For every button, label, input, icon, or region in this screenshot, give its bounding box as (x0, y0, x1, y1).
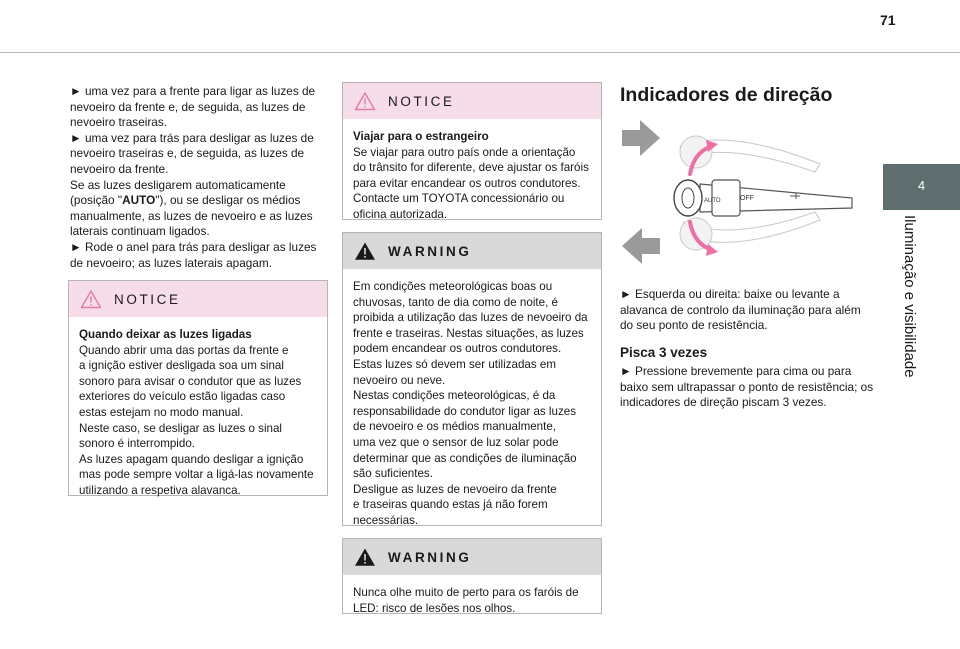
text-fragment: (posição " (70, 193, 123, 208)
header-divider (0, 52, 960, 53)
text-line: Neste caso, se desligar as luzes o sinal (79, 421, 282, 435)
right-column-text (620, 287, 882, 334)
text-line: proibida a utilização das luzes de nevoeiro da (353, 311, 588, 325)
text-line: LED: risco de lesões nos olhos. (353, 601, 516, 615)
text-line: Nestas condições meteorológicas, é da (353, 389, 556, 403)
text-line: necessárias. (353, 513, 419, 527)
subheading-three-flashes: Pisca 3 vezes (620, 345, 708, 360)
text-line: nevoeiro da frente e, de seguida, as luzes de (70, 99, 306, 114)
fog-lights-instructions (70, 84, 328, 271)
page-number: 71 (880, 12, 896, 28)
text-line: ► uma vez para a frente para ligar as luzes de (70, 84, 316, 98)
text-line: de nevoeiro e os médios manualmente, (353, 420, 557, 434)
text-line: laterais continuam ligados. (70, 224, 210, 239)
turn-signal-stalk-illustration (620, 116, 860, 276)
off-label: OFF (740, 195, 754, 202)
text-line: chuvosas, tanto de dia como de noite, é (353, 295, 558, 309)
text-line: As luzes apagam quando desligar a ignição (79, 452, 304, 466)
text-line: são suficientes. (353, 467, 433, 481)
turn-signal-instructions (620, 287, 882, 334)
arrow-right-icon (622, 120, 660, 156)
text-line: estas estejam no modo manual. (79, 405, 244, 419)
notice-body (343, 119, 601, 231)
notice-header (343, 83, 601, 119)
notice-body (69, 317, 327, 507)
notice-triangle-icon (80, 289, 102, 309)
text-line: a ignição estiver desligada soa um sinal (79, 359, 284, 373)
text-line (70, 193, 328, 209)
text-line: Se viajar para outro país onde a orientação (353, 145, 576, 159)
text-line: Em condições meteorológicas boas ou (353, 280, 553, 293)
text-line: Quando abrir uma das portas da frente e (79, 343, 289, 357)
text-line: nevoeiro da frente. (70, 161, 169, 176)
text-line: Contacte um TOYOTA concessionário ou (353, 192, 565, 206)
warning-body (343, 269, 601, 537)
text-line: sonoro é interrompido. (79, 437, 195, 451)
auto-keyword: AUTO (122, 193, 156, 208)
notice-heading: Quando deixar as luzes ligadas (79, 328, 252, 341)
warning-header (343, 233, 601, 269)
notice-title: NOTICE (388, 93, 455, 109)
text-line: Estas luzes só devem ser utilizadas em (353, 357, 556, 371)
warning-triangle-icon (354, 241, 376, 261)
arrow-left-icon (622, 228, 660, 264)
warning-body (343, 575, 601, 624)
right-column-text-2 (620, 364, 882, 411)
notice-title: NOTICE (114, 291, 181, 307)
text-line: ► uma vez para trás para desligar as luzes de (70, 130, 314, 145)
notice-heading: Viajar para o estrangeiro (353, 130, 489, 143)
text-line: sonoro para avisar o condutor que as luzes (79, 374, 302, 388)
text-line: nevoeiro ou neve. (353, 373, 446, 387)
text-line: indicadores de direção piscam 3 vezes. (620, 395, 827, 410)
text-line: Desligue as luzes de nevoeiro da frente (353, 482, 557, 496)
notice-box-lights-on (68, 280, 328, 496)
chapter-title: Iluminação e visibilidade (901, 215, 918, 378)
text-line: do seu ponto de resistência. (620, 318, 768, 333)
notice-header (69, 281, 327, 317)
text-line: para evitar encandear os outros condutores. (353, 176, 581, 190)
warning-title: WARNING (388, 243, 472, 259)
text-line: determinar que as condições de iluminação (353, 451, 577, 465)
text-line: podem encandear os outros condutores. (353, 342, 562, 356)
text-line: do trânsito for diferente, deve ajustar os faróis (353, 161, 589, 175)
warning-box-fog-lights (342, 232, 602, 526)
text-line: mas pode sempre voltar a ligá-las novamente (79, 468, 314, 482)
warning-triangle-icon (354, 547, 376, 567)
text-line: ► Esquerda ou direita: baixe ou levante a (620, 287, 840, 301)
text-fragment: "), ou se desligar os médios (155, 193, 301, 208)
chapter-tab[interactable] (883, 164, 960, 210)
text-line: ► Pressione brevemente para cima ou para (620, 364, 852, 378)
chapter-number: 4 (917, 178, 926, 193)
text-line: frente e traseiras. Nestas situações, as luzes (353, 326, 584, 340)
warning-title: WARNING (388, 549, 472, 565)
text-line: nevoeiro traseiras. (70, 115, 168, 130)
text-line: alavanca de controlo da iluminação para além (620, 302, 861, 317)
warning-box-led (342, 538, 602, 614)
text-line: responsabilidade do condutor ligar as luzes (353, 404, 576, 418)
text-line: Nunca olhe muito de perto para os faróis de (353, 586, 579, 599)
auto-label: AUTO (704, 198, 721, 204)
text-line: baixo sem ultrapassar o ponto de resistência; os (620, 379, 874, 394)
text-line: de nevoeiro; as luzes laterais apagam. (70, 255, 272, 270)
text-line: Se as luzes desligarem automaticamente (70, 177, 286, 192)
text-line: oficina autorizada. (353, 207, 448, 221)
text-line: ► Rode o anel para trás para desligar as luzes (70, 239, 317, 254)
warning-header (343, 539, 601, 575)
section-heading: Indicadores de direção (620, 84, 833, 106)
notice-triangle-icon (354, 91, 376, 111)
text-line: nevoeiro traseiras e, de seguida, as luzes de (70, 146, 305, 161)
text-line: exteriores do veículo estão ligadas caso (79, 390, 286, 404)
notice-box-abroad (342, 82, 602, 220)
text-line: utilizando a respetiva alavanca. (79, 483, 241, 497)
text-line: uma vez que o sensor de luz solar pode (353, 435, 559, 449)
text-line: manualmente, as luzes de nevoeiro e as luzes (70, 208, 313, 223)
left-column (70, 84, 328, 271)
three-flash-instructions (620, 364, 882, 411)
text-line: e traseiras quando estas já não forem (353, 498, 548, 512)
